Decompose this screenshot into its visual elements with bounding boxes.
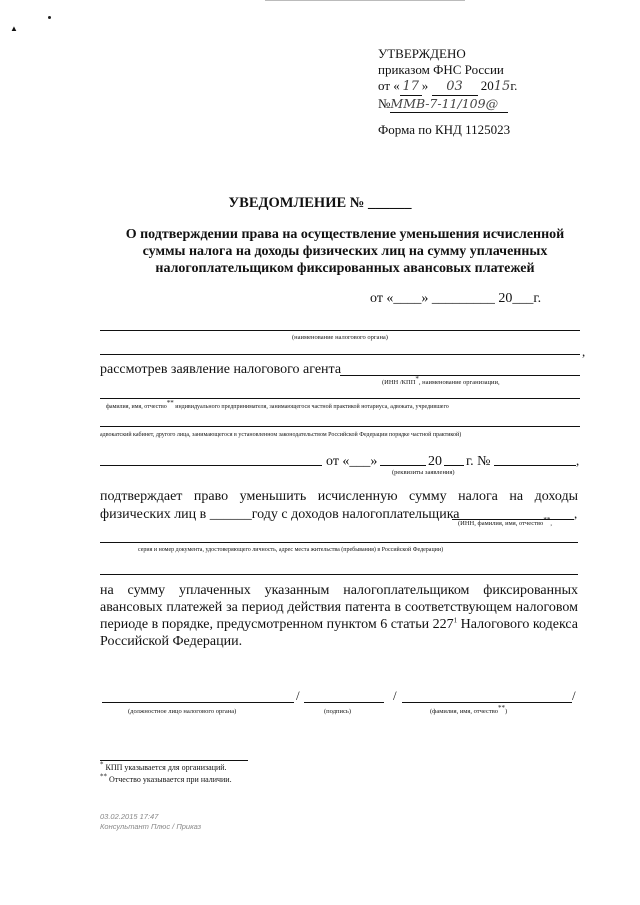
approval-day: 17 bbox=[400, 79, 422, 96]
application-line-left bbox=[100, 465, 322, 466]
application-caption: (реквизиты заявления) bbox=[392, 469, 455, 476]
agent-line-3 bbox=[100, 426, 580, 427]
form-code: Форма по КНД 1125023 bbox=[378, 122, 511, 137]
comma-3: , bbox=[574, 506, 578, 521]
comma-2: , bbox=[576, 453, 580, 468]
approval-month: 03 bbox=[432, 79, 478, 96]
scan-dot bbox=[48, 16, 51, 19]
document-date: от «____» _________ 20___г. bbox=[370, 291, 542, 306]
approval-number-value: ММВ-7-11/109@ bbox=[390, 96, 508, 113]
footnote-separator bbox=[100, 760, 248, 761]
tax-authority-caption: (наименование налогового органа) bbox=[292, 334, 388, 341]
tax-authority-line-2 bbox=[100, 354, 580, 355]
main-paragraph: на сумму уплаченных указанным налогоплательщиком фиксированных авансовых платежей за период действия патента в соответствующем налоговом периоде в порядке, предусмотренном пунктом 6 статьи $227^1$ Налогового кодекса Российской Федерации. bbox=[100, 583, 578, 649]
signature-line bbox=[304, 702, 384, 703]
scan-top-line bbox=[265, 0, 465, 1]
application-from: от «___» bbox=[326, 454, 378, 469]
signature-caption: (подпись) bbox=[324, 708, 351, 715]
print-stamp-date: 03.02.2015 17:47 bbox=[100, 812, 159, 821]
approval-title: УТВЕРЖДЕНО bbox=[378, 46, 466, 61]
considered-text: рассмотрев заявление налогового агента bbox=[100, 362, 342, 377]
inn-kpp-caption: (ИНН /КПП*, наименование организации, bbox=[382, 375, 500, 387]
fio-sign-caption: (фамилия, имя, отчество**) bbox=[430, 704, 508, 716]
approval-date: от « 17 » 03 2015г. bbox=[378, 78, 518, 94]
scan-mark: ▲ bbox=[10, 24, 18, 33]
position-caption: (должностное лицо налогового органа) bbox=[128, 708, 237, 715]
approval-year: 15 bbox=[493, 79, 511, 94]
application-day-line bbox=[380, 465, 426, 466]
inn-fio-caption: (ИНН, фамилия, имя, отчество**, bbox=[458, 516, 552, 528]
confirms-line-2: физических лиц в ______году с доходов налогоплательщика bbox=[100, 507, 460, 522]
print-stamp bbox=[100, 812, 201, 832]
taxpayer-line-2 bbox=[100, 542, 578, 543]
footnote-2: ** Отчество указывается при наличии. bbox=[100, 772, 232, 784]
approval-order: приказом ФНС России bbox=[378, 62, 504, 77]
fio-caption: фамилия, имя, отчество** индивидуального предпринимателя, занимающегося частной практикой нотариуса, адвоката, учредившего bbox=[106, 399, 449, 410]
application-year: 20 bbox=[428, 454, 442, 469]
taxpayer-line-3 bbox=[100, 574, 578, 575]
application-number-line bbox=[494, 465, 576, 466]
confirms-line-1: подтверждает право уменьшить исчисленную сумму налога на доходы bbox=[100, 489, 578, 504]
document-subtitle: О подтверждении права на осуществление уменьшения исчисленной суммы налога на доходы физических лиц на сумму уплаченных налогоплательщиком фиксированных авансовых платежей bbox=[125, 227, 565, 276]
tax-authority-line bbox=[100, 330, 580, 331]
slash-3: / bbox=[572, 688, 576, 703]
slash-1: / bbox=[296, 688, 300, 703]
document-title: УВЕДОМЛЕНИЕ № ______ bbox=[228, 195, 412, 211]
fio-sign-line bbox=[402, 702, 572, 703]
agent-line bbox=[340, 375, 580, 376]
application-year-line bbox=[444, 465, 464, 466]
position-line bbox=[102, 702, 294, 703]
advocate-caption: адвокатский кабинет, другого лица, занимающегося в установленном законодательством Российской Федерации порядке частной практикой) bbox=[100, 432, 462, 438]
comma: , bbox=[582, 344, 586, 359]
footnote-1: * КПП указывается для организаций. bbox=[100, 760, 227, 772]
approval-number: №ММВ-7-11/109@ bbox=[378, 96, 578, 113]
application-number-label: г. № bbox=[466, 454, 491, 469]
document-caption: серия и номер документа, удостоверяющего личность, адрес места жительства (пребывания) в Российской Федерации) bbox=[138, 547, 444, 553]
slash-2: / bbox=[393, 688, 397, 703]
print-stamp-source: Консультант Плюс / Приказ bbox=[100, 822, 202, 831]
approval-block bbox=[378, 46, 578, 113]
